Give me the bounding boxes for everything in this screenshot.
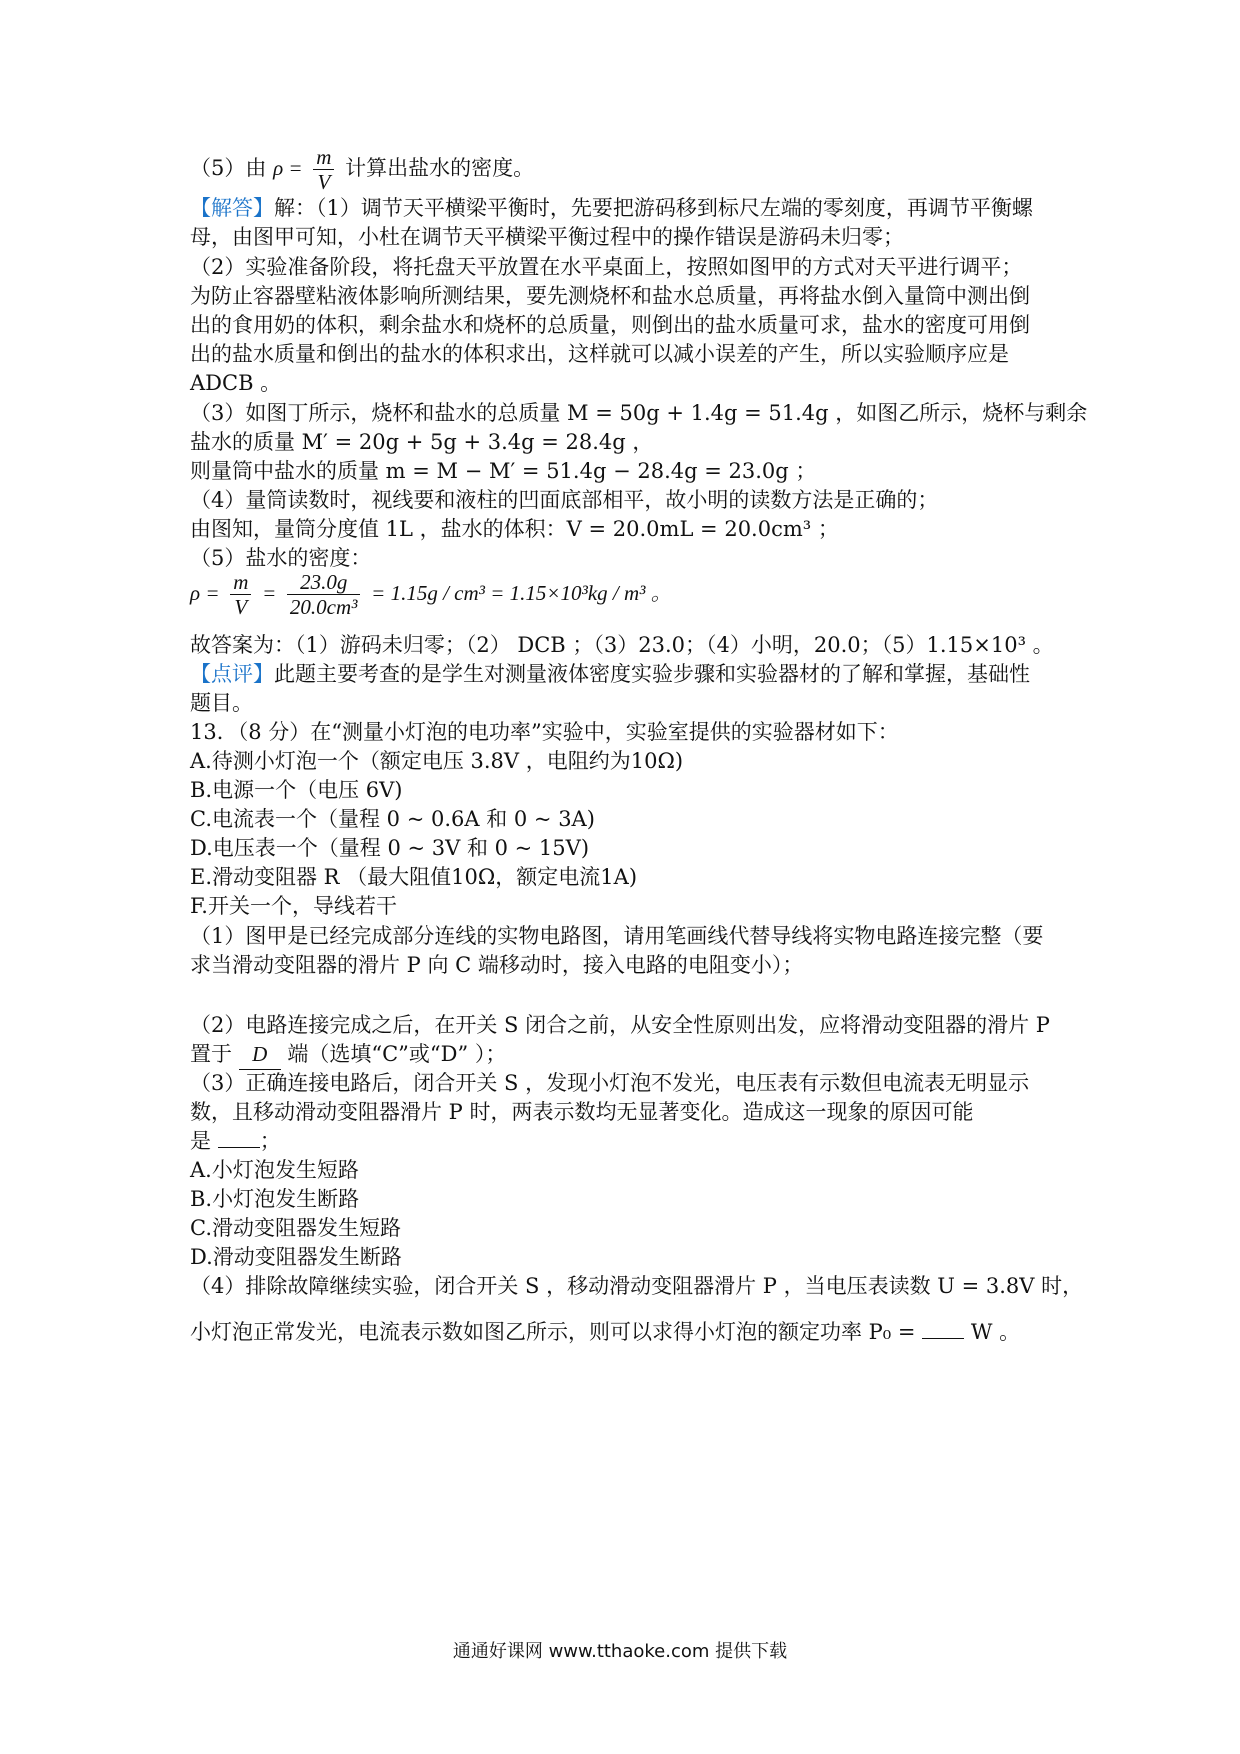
option-line: F.开关一个，导线若干 (190, 894, 397, 918)
line-text: （5）由 (190, 156, 267, 180)
line-text: 解：（1）调节天平横梁平衡时，先要把游码移到标尺左端的零刻度，再调节平衡螺 (274, 196, 1033, 220)
formula-rest: = 1.15g / cm³ = 1.15×10³kg / m³ 。 (371, 581, 672, 605)
text-line: （2）实验准备阶段，将托盘天平放置在水平桌面上，按照如图甲的方式对天平进行调平； (190, 255, 1023, 279)
line-text: 小灯泡正常发光，电流表示数如图乙所示，则可以求得小灯泡的额定功率 P₀ = (190, 1320, 923, 1344)
option-line: B.电源一个（电压 6V) (190, 778, 403, 802)
text-line: 故答案为：（1）游码未归零；（2） DCB ；（3）23.0；（4）小明，20.0；（5）1.15×10³ 。 (190, 633, 1054, 657)
text-line: 为防止容器壁粘液体影响所测结果，要先测烧杯和盐水总质量，再将盐水倒入量筒中测出倒 (190, 284, 1030, 308)
text-line: 出的食用奶的体积，剩余盐水和烧杯的总质量，则倒出的盐水质量可求，盐水的密度可用倒 (190, 313, 1030, 337)
line-text: ； (259, 1129, 281, 1153)
answer-blank (922, 1338, 964, 1339)
line-text: W 。 (964, 1320, 1021, 1344)
option-line: D.滑动变阻器发生断路 (190, 1245, 402, 1269)
question-title: 13．（8 分）在“测量小灯泡的电功率”实验中，实验室提供的实验器材如下： (190, 720, 899, 744)
answer-tag: 【解答】 (190, 196, 274, 220)
text-line (190, 659, 1030, 689)
option-line: B.小灯泡发生断路 (190, 1187, 360, 1211)
option-line: C.滑动变阻器发生短路 (190, 1216, 401, 1240)
text-line: （5）盐水的密度： (190, 546, 372, 570)
text-line: 由图知，量筒分度值 1L ，盐水的体积：V = 20.0mL = 20.0cm³ ； (190, 517, 839, 541)
text-line: （2）电路连接完成之后，在开关 S 闭合之前，从安全性原则出发，应将滑动变阻器的滑片 P (190, 1013, 1050, 1037)
text-line: （1）图甲是已经完成部分连线的实物电路图，请用笔画线代替导线将实物电路连接完整（要 (190, 924, 1044, 948)
option-line: E.滑动变阻器 R （最大阻值10Ω，额定电流1A) (190, 865, 638, 889)
formula-lhs: ρ = (190, 581, 220, 605)
line-text: 计算出盐水的密度。 (345, 156, 535, 180)
density-formula (190, 570, 672, 619)
line-text: 此题主要考查的是学生对测量液体密度实验步骤和实验器材的了解和掌握，基础性 (274, 662, 1030, 686)
fraction-numerator: 23.0g (287, 570, 361, 595)
option-line: A.小灯泡发生短路 (190, 1158, 359, 1182)
fraction-numerator: m (313, 145, 334, 170)
formula-lhs: ρ = (273, 156, 303, 180)
fraction-numerator: m (230, 570, 251, 595)
text-line: （4）量筒读数时，视线要和液柱的凹面底部相平，故小明的读数方法是正确的； (190, 488, 939, 512)
page-footer[interactable]: 通通好课网 www.tthaoke.com 提供下载 (452, 1641, 788, 1662)
answer-blank: D (239, 1039, 281, 1070)
text-line: ADCB 。 (190, 371, 282, 395)
fraction-denominator: V (234, 595, 248, 619)
option-line: C.电流表一个（量程 0 ~ 0.6A 和 0 ~ 3A) (190, 807, 595, 831)
answer-blank (218, 1147, 260, 1148)
text-line: 盐水的质量 M′ = 20g + 5g + 3.4g = 28.4g ， (190, 430, 654, 454)
text-line: 母，由图甲可知，小杜在调节天平横梁平衡过程中的操作错误是游码未归零； (190, 225, 904, 249)
text-line (190, 1039, 506, 1070)
text-line: 出的盐水质量和倒出的盐水的体积求出，这样就可以减小误差的产生，所以实验顺序应是 (190, 342, 1009, 366)
line-text: 是 (190, 1129, 218, 1153)
fraction-denominator: 20.0cm³ (289, 595, 358, 619)
text-line: 题目。 (190, 691, 253, 715)
line-text: 端（选填“C”或“D” ）； (280, 1042, 507, 1066)
fraction-denominator: V (317, 170, 331, 194)
text-line: 数，且移动滑动变阻器滑片 P 时，两表示数均无显著变化。造成这一现象的原因可能 (190, 1100, 974, 1124)
fraction (287, 570, 361, 619)
text-line: （3）如图丁所示，烧杯和盐水的总质量 M = 50g + 1.4g = 51.4g ，如图乙所示，烧杯与剩余 (190, 401, 1088, 425)
text-line: 则量筒中盐水的质量 m = M − M′ = 51.4g − 28.4g = 23.0g ； (190, 459, 817, 483)
option-line: A.待测小灯泡一个（额定电压 3.8V ，电阻约为10Ω) (190, 749, 684, 773)
fraction (313, 145, 334, 194)
text-line: （3）正确连接电路后，闭合开关 S ，发现小灯泡不发光，电压表有示数但电流表无明显示 (190, 1071, 1030, 1095)
text-line (190, 1317, 1020, 1347)
equals-sign: = (262, 581, 277, 605)
text-line (190, 1126, 281, 1156)
line-text: 置于 (190, 1042, 239, 1066)
text-line: （4）排除故障继续实验，闭合开关 S ，移动滑动变阻器滑片 P ，当电压表读数 U = 3.8V 时， (190, 1274, 1084, 1298)
comment-tag: 【点评】 (190, 662, 274, 686)
text-line: 求当滑动变阻器的滑片 P 向 C 端移动时，接入电路的电阻变小）； (190, 953, 804, 977)
fraction (230, 570, 251, 619)
text-line (190, 193, 1033, 223)
option-line: D.电压表一个（量程 0 ~ 3V 和 0 ~ 15V) (190, 836, 590, 860)
text-line (190, 145, 534, 194)
